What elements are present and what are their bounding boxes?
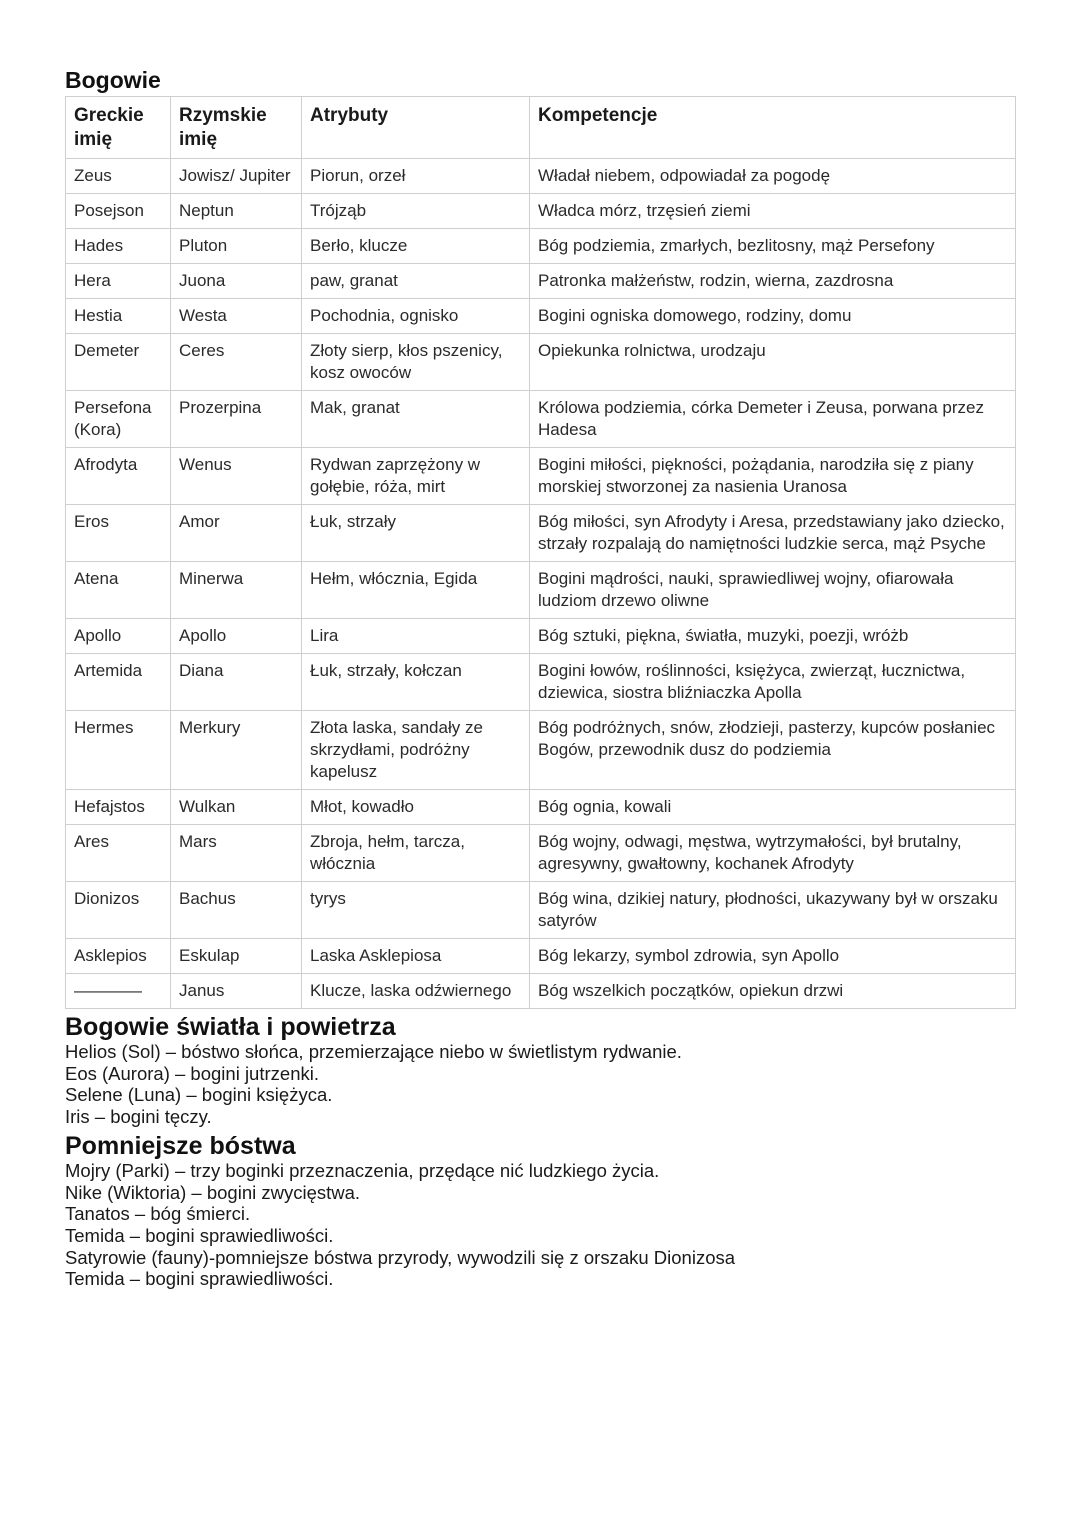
table-row bbox=[66, 159, 1016, 194]
competences-cell: Bóg podziemia, zmarłych, bezlitosny, mąż Persefony bbox=[530, 229, 1016, 264]
greek-name-cell: Hera bbox=[66, 264, 171, 299]
section-title-light-and-air: Bogowie światła i powietrza bbox=[65, 1013, 396, 1041]
competences-cell: Bogini łowów, roślinności, księżyca, zwierząt, łucznictwa, dziewica, siostra bliźniaczka Apolla bbox=[530, 654, 1016, 711]
competences-cell: Bóg wojny, odwagi, męstwa, wytrzymałości, był brutalny, agresywny, gwałtowny, kochanek Afrodyty bbox=[530, 825, 1016, 882]
greek-name-cell: Hermes bbox=[66, 711, 171, 790]
attributes-cell: Klucze, laska odźwiernego bbox=[302, 974, 530, 1009]
list-item: Temida – bogini sprawiedliwości. bbox=[65, 1224, 334, 1246]
list-item: Selene (Luna) – bogini księżyca. bbox=[65, 1084, 333, 1106]
table-row bbox=[66, 882, 1016, 939]
attributes-cell: Lira bbox=[302, 619, 530, 654]
attributes-cell: Laska Asklepiosa bbox=[302, 939, 530, 974]
greek-name-cell: Dionizos bbox=[66, 882, 171, 939]
greek-name-cell: Asklepios bbox=[66, 939, 171, 974]
roman-name-cell: Wenus bbox=[171, 448, 302, 505]
greek-name-cell: Posejson bbox=[66, 194, 171, 229]
greek-name-cell: Hades bbox=[66, 229, 171, 264]
attributes-cell: Trójząb bbox=[302, 194, 530, 229]
attributes-cell: Łuk, strzały, kołczan bbox=[302, 654, 530, 711]
competences-cell: Bóg sztuki, piękna, światła, muzyki, poezji, wróżb bbox=[530, 619, 1016, 654]
list-item: Mojry (Parki) – trzy boginki przeznaczenia, przędące nić ludzkiego życia. bbox=[65, 1159, 660, 1181]
section-title-bogowie: Bogowie bbox=[65, 67, 161, 93]
competences-cell: Bóg wszelkich początków, opiekun drzwi bbox=[530, 974, 1016, 1009]
list-item: Helios (Sol) – bóstwo słońca, przemierzające niebo w świetlistym rydwanie. bbox=[65, 1041, 682, 1062]
competences-cell: Bóg podróżnych, snów, złodzieji, pasterzy, kupców posłaniec Bogów, przewodnik dusz do podziemia bbox=[530, 711, 1016, 790]
greek-name-cell: Eros bbox=[66, 505, 171, 562]
greek-name-cell: Zeus bbox=[66, 159, 171, 194]
list-item: Iris – bogini tęczy. bbox=[65, 1106, 212, 1128]
list-item: Nike (Wiktoria) – bogini zwycięstwa. bbox=[65, 1181, 361, 1203]
table-row bbox=[66, 654, 1016, 711]
roman-name-cell: Mars bbox=[171, 825, 302, 882]
attributes-cell: tyrys bbox=[302, 882, 530, 939]
competences-cell: Bóg ognia, kowali bbox=[530, 790, 1016, 825]
roman-name-cell: Apollo bbox=[171, 619, 302, 654]
attributes-cell: Rydwan zaprzężony w gołębie, róża, mirt bbox=[302, 448, 530, 505]
column-header-greek-name: Greckie imię bbox=[66, 97, 171, 159]
table-row bbox=[66, 974, 1016, 1009]
competences-cell: Bogini ogniska domowego, rodziny, domu bbox=[530, 299, 1016, 334]
table-row bbox=[66, 299, 1016, 334]
roman-name-cell: Prozerpina bbox=[171, 391, 302, 448]
attributes-cell: Złoty sierp, kłos pszenicy, kosz owoców bbox=[302, 334, 530, 391]
attributes-cell: Hełm, włócznia, Egida bbox=[302, 562, 530, 619]
list-item: Tanatos – bóg śmierci. bbox=[65, 1203, 251, 1225]
table-row bbox=[66, 229, 1016, 264]
table-header-row bbox=[66, 97, 1016, 159]
competences-cell: Bogini mądrości, nauki, sprawiedliwej wojny, ofiarowała ludziom drzewo oliwne bbox=[530, 562, 1016, 619]
competences-cell: Bóg wina, dzikiej natury, płodności, ukazywany był w orszaku satyrów bbox=[530, 882, 1016, 939]
attributes-cell: Złota laska, sandały ze skrzydłami, podróżny kapelusz bbox=[302, 711, 530, 790]
competences-cell: Patronka małżeństw, rodzin, wierna, zazdrosna bbox=[530, 264, 1016, 299]
table-row bbox=[66, 825, 1016, 882]
section-minor-deities bbox=[65, 1132, 1015, 1290]
list-item: Satyrowie (fauny)-pomniejsze bóstwa przyrody, wywodzili się z orszaku Dionizosa bbox=[65, 1246, 736, 1268]
roman-name-cell: Neptun bbox=[171, 194, 302, 229]
roman-name-cell: Jowisz/ Jupiter bbox=[171, 159, 302, 194]
roman-name-cell: Pluton bbox=[171, 229, 302, 264]
greek-name-cell: Hefajstos bbox=[66, 790, 171, 825]
attributes-cell: Łuk, strzały bbox=[302, 505, 530, 562]
competences-cell: Królowa podziemia, córka Demeter i Zeusa, porwana przez Hadesa bbox=[530, 391, 1016, 448]
attributes-cell: paw, granat bbox=[302, 264, 530, 299]
competences-cell: Bóg miłości, syn Afrodyty i Aresa, przedstawiany jako dziecko, strzały rozpalają do namiętności ludzkie serca, mąż Psyche bbox=[530, 505, 1016, 562]
greek-name-cell: Persefona (Kora) bbox=[66, 391, 171, 448]
table-row bbox=[66, 711, 1016, 790]
competences-cell: Władał niebem, odpowiadał za pogodę bbox=[530, 159, 1016, 194]
column-header-roman-name: Rzymskie imię bbox=[171, 97, 302, 159]
list-item: Temida – bogini sprawiedliwości. bbox=[65, 1268, 334, 1290]
attributes-cell: Berło, klucze bbox=[302, 229, 530, 264]
attributes-cell: Mak, granat bbox=[302, 391, 530, 448]
table-row bbox=[66, 194, 1016, 229]
greek-name-cell: Demeter bbox=[66, 334, 171, 391]
gods-table-body bbox=[66, 159, 1016, 1009]
list-item: Eos (Aurora) – bogini jutrzenki. bbox=[65, 1062, 319, 1084]
roman-name-cell: Juona bbox=[171, 264, 302, 299]
table-row bbox=[66, 790, 1016, 825]
roman-name-cell: Minerwa bbox=[171, 562, 302, 619]
greek-name-cell: Ares bbox=[66, 825, 171, 882]
attributes-cell: Piorun, orzeł bbox=[302, 159, 530, 194]
greek-name-cell: Apollo bbox=[66, 619, 171, 654]
section-title-minor-deities: Pomniejsze bóstwa bbox=[65, 1131, 296, 1160]
greek-name-cell: Artemida bbox=[66, 654, 171, 711]
table-row bbox=[66, 939, 1016, 974]
roman-name-cell: Westa bbox=[171, 299, 302, 334]
gods-table bbox=[65, 96, 1016, 1009]
table-row bbox=[66, 619, 1016, 654]
roman-name-cell: Janus bbox=[171, 974, 302, 1009]
document-page bbox=[65, 66, 1015, 1290]
roman-name-cell: Ceres bbox=[171, 334, 302, 391]
table-row bbox=[66, 562, 1016, 619]
competences-cell: Bóg lekarzy, symbol zdrowia, syn Apollo bbox=[530, 939, 1016, 974]
greek-name-cell: Hestia bbox=[66, 299, 171, 334]
table-row bbox=[66, 264, 1016, 299]
attributes-cell: Pochodnia, ognisko bbox=[302, 299, 530, 334]
competences-cell: Opiekunka rolnictwa, urodzaju bbox=[530, 334, 1016, 391]
roman-name-cell: Diana bbox=[171, 654, 302, 711]
table-row bbox=[66, 334, 1016, 391]
competences-cell: Władca mórz, trzęsień ziemi bbox=[530, 194, 1016, 229]
table-row bbox=[66, 391, 1016, 448]
greek-name-cell: Afrodyta bbox=[66, 448, 171, 505]
attributes-cell: Zbroja, hełm, tarcza, włócznia bbox=[302, 825, 530, 882]
table-row bbox=[66, 448, 1016, 505]
roman-name-cell: Bachus bbox=[171, 882, 302, 939]
column-header-competences: Kompetencje bbox=[530, 97, 1016, 159]
greek-name-cell: ———— bbox=[66, 974, 171, 1009]
attributes-cell: Młot, kowadło bbox=[302, 790, 530, 825]
roman-name-cell: Wulkan bbox=[171, 790, 302, 825]
table-row bbox=[66, 505, 1016, 562]
roman-name-cell: Eskulap bbox=[171, 939, 302, 974]
section-light-and-air bbox=[65, 1013, 1015, 1128]
greek-name-cell: Atena bbox=[66, 562, 171, 619]
light-and-air-list bbox=[65, 1041, 1015, 1128]
roman-name-cell: Merkury bbox=[171, 711, 302, 790]
roman-name-cell: Amor bbox=[171, 505, 302, 562]
competences-cell: Bogini miłości, piękności, pożądania, narodziła się z piany morskiej stworzonej za nasienia Uranosa bbox=[530, 448, 1016, 505]
minor-deities-list bbox=[65, 1160, 1015, 1290]
column-header-attributes: Atrybuty bbox=[302, 97, 530, 159]
